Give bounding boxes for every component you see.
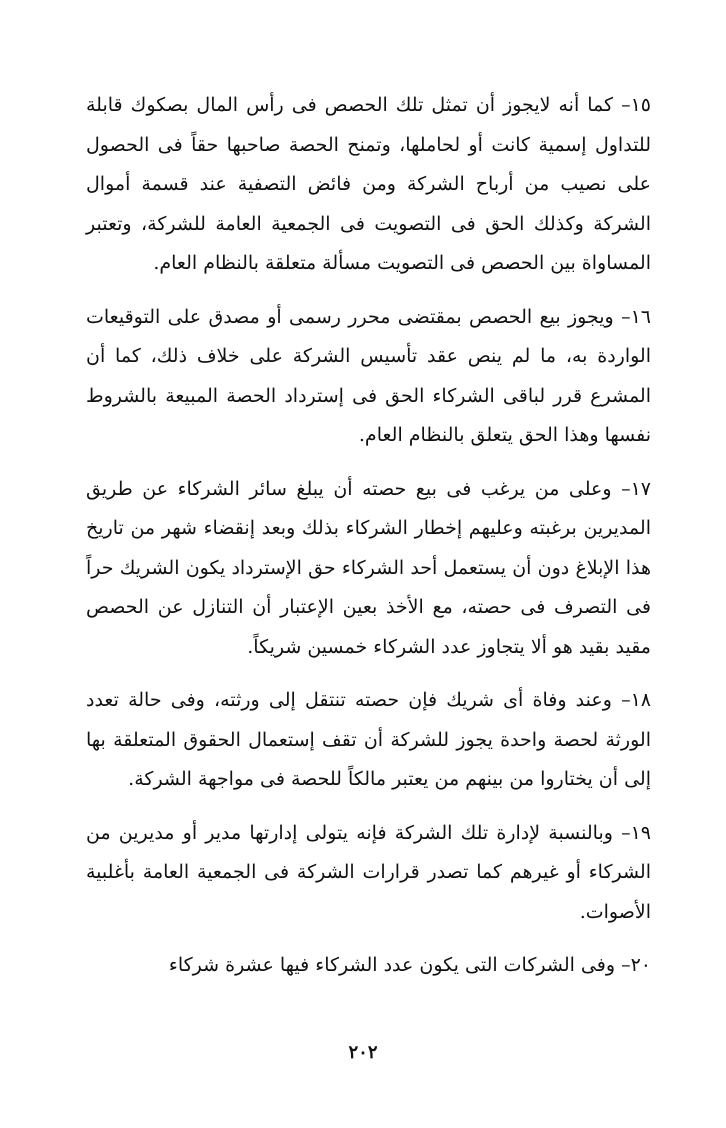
paragraph-16: ١٦– ويجوز بيع الحصص بمقتضى محرر رسمى أو مصدق على التوقيعات الواردة به، ما لم ينص عقد تأسيس الشركة على خلاف ذلك، كما أن المشرع قرر لباقى الشركاء الحق فى إسترداد الحصة المبيعة بالشروط نفسها وهذا الحق يتعلق بالنظام العام. <box>86 305 651 446</box>
paragraph-15: ١٥– كما أنه لايجوز أن تمثل تلك الحصص فى رأس المال بصكوك قابلة للتداول إسمية كانت أو لحاملها، وتمنح الحصة صاحبها حقاً فى الحصول على نصيب من أرباح الشركة ومن فائض التصفية عند قسمة أموال الشركة وكذلك الحق فى التصويت فى الجمعية العامة للشركة، وتعتبر المساواة بين الحصص فى التصويت مسألة متعلقة بالنظام العام. <box>86 94 651 274</box>
body-text <box>86 86 651 986</box>
paragraph-19: ١٩– وبالنسبة لإدارة تلك الشركة فإنه يتولى إدارتها مدير أو مديرين من الشركاء أو غيرهم كما تصدر قرارات الشركة فى الجمعية العامة بأغلبية الأصوات. <box>86 821 651 923</box>
paragraph-20: ٢٠– وفى الشركات التى يكون عدد الشركاء فيها عشرة شركاء <box>168 954 651 976</box>
page-number: ٢٠٢ <box>348 1042 378 1063</box>
paragraph-17: ١٧– وعلى من يرغب فى بيع حصته أن يبلغ سائر الشركاء عن طريق المديرين برغبته وعليهم إخطار الشركاء بذلك وبعد إنقضاء شهر من تاريخ هذا الإبلاغ دون أن يستعمل أحد الشركاء حق الإسترداد يكون الشريك حراً فى التصرف فى حصته، مع الأخذ بعين الإعتبار أن التنازل عن الحصص مقيد بقيد هو ألا يتجاوز عدد الشركاء خمسين شريكاً. <box>86 477 651 658</box>
paragraph-18: ١٨– وعند وفاة أى شريك فإن حصته تنتقل إلى ورثته، وفى حالة تعدد الورثة لحصة واحدة يجوز للشركة أن تقف إستعمال الحقوق المتعلقة بها إلى أن يختاروا من بينهم من يعتبر مالكاً للحصة فى مواجهة الشركة. <box>86 689 651 790</box>
